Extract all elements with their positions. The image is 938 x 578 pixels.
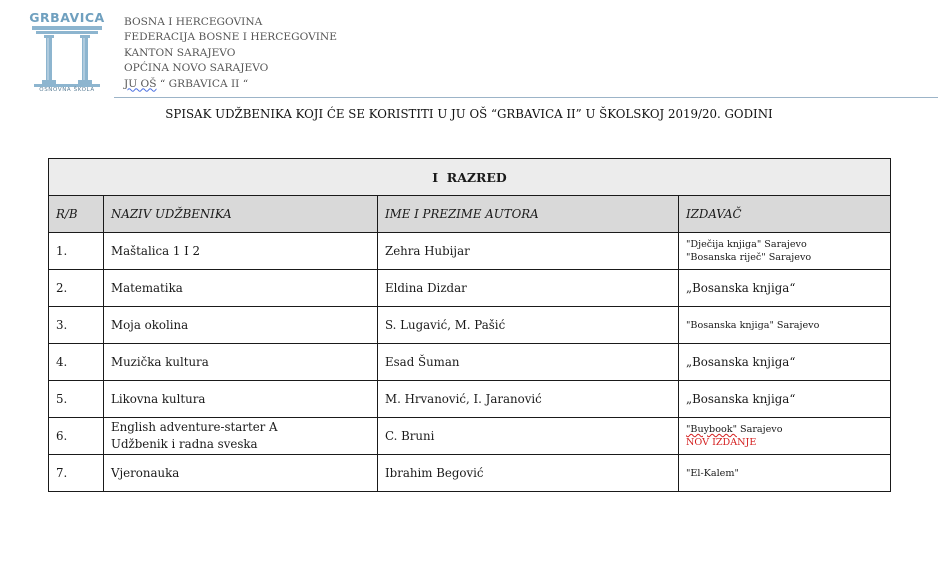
header-line-country: BOSNA I HERCEGOVINA bbox=[124, 16, 263, 28]
header-line-federation: FEDERACIJA BOSNE I HERCEGOVINE bbox=[124, 31, 337, 44]
publisher-line: "Bosanska riječ" Sarajevo bbox=[686, 252, 812, 263]
textbook-table bbox=[48, 158, 891, 492]
book-publisher: „Bosanska knjiga“ bbox=[679, 344, 891, 381]
book-title: Maštalica 1 I 2 bbox=[104, 233, 378, 270]
school-prefix: JU OŠ bbox=[124, 77, 157, 90]
row-number: 3. bbox=[49, 307, 104, 344]
book-title-line: English adventure-starter A bbox=[111, 420, 278, 434]
header-divider bbox=[114, 97, 938, 98]
book-publisher: "Bosanska knjiga" Sarajevo bbox=[679, 307, 891, 344]
table-row bbox=[49, 307, 891, 344]
school-logo bbox=[24, 10, 110, 98]
column-header-publisher: IZDAVAČ bbox=[679, 196, 891, 233]
book-publisher: „Bosanska knjiga“ bbox=[679, 381, 891, 418]
table-row bbox=[49, 344, 891, 381]
publisher-quoted-name: "Buybook" bbox=[686, 424, 737, 435]
row-number: 7. bbox=[49, 455, 104, 492]
table-row bbox=[49, 381, 891, 418]
book-author: Ibrahim Begović bbox=[378, 455, 679, 492]
publisher-city: Sarajevo bbox=[736, 424, 783, 435]
table-row bbox=[49, 270, 891, 307]
book-publisher bbox=[679, 233, 891, 270]
row-number: 4. bbox=[49, 344, 104, 381]
row-number: 2. bbox=[49, 270, 104, 307]
table-row bbox=[49, 418, 891, 455]
book-title: Matematika bbox=[104, 270, 378, 307]
book-title: Muzička kultura bbox=[104, 344, 378, 381]
book-author: Eldina Dizdar bbox=[378, 270, 679, 307]
book-author: Zehra Hubijar bbox=[378, 233, 679, 270]
header-line-municipality: OPĆINA NOVO SARAJEVO bbox=[124, 62, 269, 75]
header-line-canton: KANTON SARAJEVO bbox=[124, 46, 236, 59]
column-header-rb: R/B bbox=[49, 196, 104, 233]
book-author: S. Lugavić, M. Pašić bbox=[378, 307, 679, 344]
publisher-line: "Dječija knjiga" Sarajevo bbox=[686, 239, 807, 250]
column-header-title: NAZIV UDŽBENIKA bbox=[104, 196, 378, 233]
book-title bbox=[104, 418, 378, 455]
publisher-line bbox=[686, 423, 890, 436]
book-title: Vjeronauka bbox=[104, 455, 378, 492]
book-publisher: "El-Kalem" bbox=[679, 455, 891, 492]
row-number: 1. bbox=[49, 233, 104, 270]
table-row bbox=[49, 233, 891, 270]
header-line-school bbox=[124, 77, 384, 92]
table-row bbox=[49, 455, 891, 492]
columns-icon bbox=[30, 24, 104, 88]
book-author: M. Hrvanović, I. Jaranović bbox=[378, 381, 679, 418]
book-author: C. Bruni bbox=[378, 418, 679, 455]
school-name: “ GRBAVICA II “ bbox=[156, 77, 249, 90]
book-title-line: Udžbenik i radna sveska bbox=[111, 437, 258, 451]
grade-heading: I RAZRED bbox=[49, 159, 891, 196]
logo-name: GRBAVICA bbox=[29, 10, 105, 25]
document-title: SPISAK UDŽBENIKA KOJI ĆE SE KORISTITI U JU OŠ “GRBAVICA II” U ŠKOLSKOJ 2019/20. GODINI bbox=[165, 107, 773, 121]
logo-subtitle: OSNOVNA ŠKOLA bbox=[39, 87, 95, 93]
column-header-author: IME I PREZIME AUTORA bbox=[378, 196, 679, 233]
book-title: Likovna kultura bbox=[104, 381, 378, 418]
book-author: Esad Šuman bbox=[378, 344, 679, 381]
institution-header bbox=[124, 15, 384, 92]
book-publisher: „Bosanska knjiga“ bbox=[679, 270, 891, 307]
row-number: 6. bbox=[49, 418, 104, 455]
new-edition-note: NOV IZDANJE bbox=[686, 437, 757, 448]
book-publisher bbox=[679, 418, 891, 455]
row-number: 5. bbox=[49, 381, 104, 418]
book-title: Moja okolina bbox=[104, 307, 378, 344]
